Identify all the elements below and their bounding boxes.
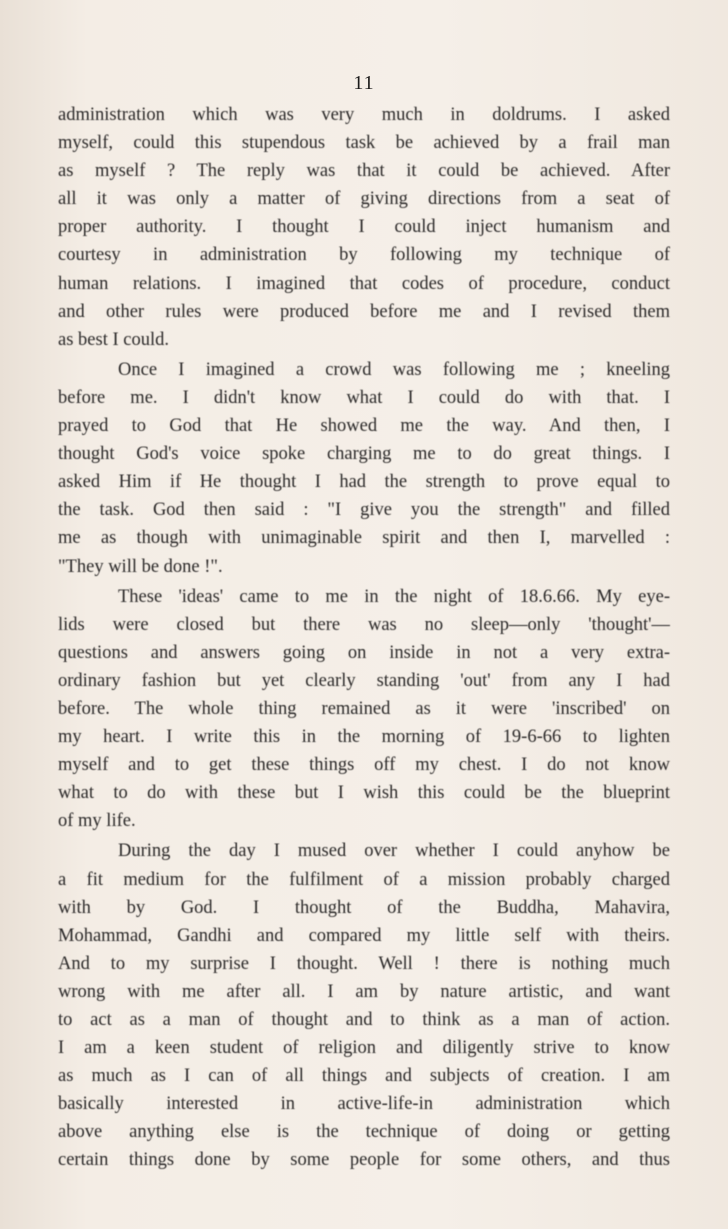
text-line: "They will be done !". — [58, 556, 223, 577]
text-line: And to my surprise I thought. Well ! there is nothing much — [58, 953, 670, 974]
text-line: These 'ideas' came to me in the night of 18.6.66. My eye- — [118, 586, 670, 607]
text-line: administration which was very much in doldrums. I asked — [58, 105, 670, 125]
text-line: above anything else is the technique of doing or getting — [58, 1122, 670, 1143]
text-line: human relations. I imagined that codes of procedure, conduct — [58, 273, 670, 294]
text-line: a fit medium for the fulfilment of a mission probably charged — [58, 869, 670, 890]
text-line: proper authority. I thought I could inject humanism and — [58, 217, 670, 238]
text-line: I am a keen student of religion and diligently strive to know — [58, 1038, 670, 1059]
text-line: and other rules were produced before me and I revised them — [58, 301, 670, 322]
text-line: to act as a man of thought and to think as a man of action. — [58, 1010, 670, 1030]
text-line: courtesy in administration by following my technique of — [58, 245, 670, 266]
text-line: before me. I didn't know what I could do with that. I — [58, 387, 670, 408]
text-line: as myself ? The reply was that it could be achieved. After — [58, 161, 670, 182]
text-line: prayed to God that He showed me the way. And then, I — [58, 416, 670, 437]
body-text — [58, 101, 670, 1175]
text-line: all it was only a matter of giving directions from a seat of — [58, 189, 670, 210]
text-line: myself, could this stupendous task be achieved by a frail man — [58, 133, 670, 154]
text-line: certain things done by some people for some others, and thus — [58, 1150, 670, 1171]
text-line: before. The whole thing remained as it were 'inscribed' on — [58, 698, 670, 719]
text-line: with by God. I thought of the Buddha, Mahavira, — [58, 897, 670, 918]
text-line: questions and answers going on inside in not a very extra- — [58, 642, 670, 663]
text-line: ordinary fashion but yet clearly standing 'out' from any I had — [58, 670, 670, 691]
text-line: During the day I mused over whether I could anyhow be — [118, 841, 670, 862]
text-line: as much as I can of all things and subjects of creation. I am — [58, 1066, 670, 1087]
text-line: Mohammad, Gandhi and compared my little self with theirs. — [58, 925, 670, 946]
text-line: thought God's voice spoke charging me to do great things. I — [58, 444, 670, 465]
text-line: lids were closed but there was no sleep—only 'thought'— — [58, 614, 670, 635]
text-line: wrong with me after all. I am by nature artistic, and want — [58, 981, 670, 1002]
text-line: what to do with these but I wish this could be the blueprint — [58, 783, 670, 804]
text-line: the task. God then said : "I give you the strength" and filled — [58, 500, 670, 521]
text-line: as best I could. — [58, 329, 169, 350]
text-line: of my life. — [58, 811, 136, 832]
text-line: me as though with unimaginable spirit and then I, marvelled : — [58, 528, 670, 549]
text-line: Once I imagined a crowd was following me ; kneeling — [118, 359, 670, 380]
text-line: my heart. I write this in the morning of 19-6-66 to lighten — [58, 727, 670, 748]
text-line: basically interested in active-life-in administration which — [58, 1094, 670, 1115]
text-line: asked Him if He thought I had the strength to prove equal to — [58, 472, 670, 493]
text-line: myself and to get these things off my chest. I do not know — [58, 755, 670, 776]
page-number: 11 — [353, 72, 375, 94]
